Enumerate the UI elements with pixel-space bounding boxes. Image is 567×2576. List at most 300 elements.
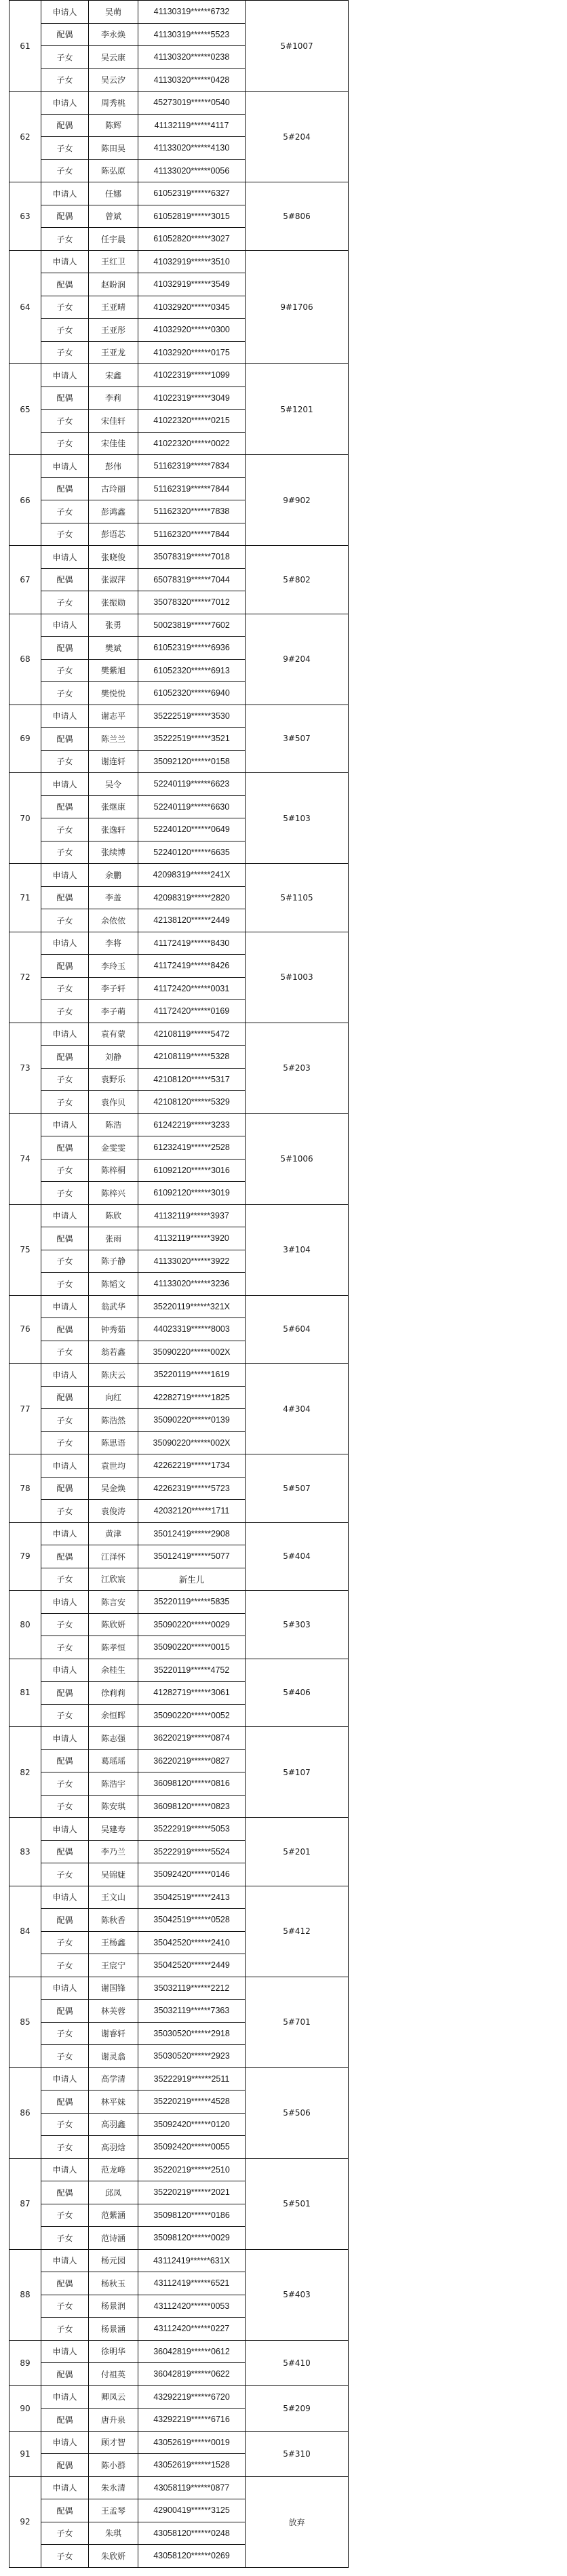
relation-cell: 子女 bbox=[41, 1409, 89, 1432]
name-cell: 宋鑫 bbox=[89, 364, 138, 387]
name-cell: 陈浩 bbox=[89, 1113, 138, 1136]
name-cell: 陈言安 bbox=[89, 1591, 138, 1614]
unit-cell: 5#403 bbox=[246, 2249, 349, 2340]
relation-cell: 子女 bbox=[41, 1068, 89, 1091]
id-number-cell: 41132119******4117 bbox=[138, 114, 246, 137]
name-cell: 顾才智 bbox=[89, 2431, 138, 2454]
relation-cell: 申请人 bbox=[41, 773, 89, 796]
name-cell: 陈梓兴 bbox=[89, 1182, 138, 1205]
id-number-cell: 41022320******0022 bbox=[138, 432, 246, 455]
table-row bbox=[9, 1204, 349, 1227]
table-row bbox=[9, 773, 349, 796]
name-cell: 陈欣 bbox=[89, 1204, 138, 1227]
name-cell: 陈秋香 bbox=[89, 1909, 138, 1932]
name-cell: 王红卫 bbox=[89, 250, 138, 273]
id-number-cell: 35098120******0029 bbox=[138, 2227, 246, 2250]
relation-cell: 子女 bbox=[41, 1431, 89, 1454]
name-cell: 张继康 bbox=[89, 795, 138, 818]
table-row bbox=[9, 1364, 349, 1387]
table-row bbox=[9, 455, 349, 478]
relation-cell: 申请人 bbox=[41, 2476, 89, 2499]
id-number-cell: 42138120******2449 bbox=[138, 909, 246, 932]
relation-cell: 配偶 bbox=[41, 2090, 89, 2114]
relation-cell: 子女 bbox=[41, 1613, 89, 1636]
name-cell: 李将 bbox=[89, 932, 138, 955]
name-cell: 李永焕 bbox=[89, 23, 138, 46]
name-cell: 江泽怀 bbox=[89, 1545, 138, 1568]
id-number-cell: 41032920******0175 bbox=[138, 341, 246, 364]
group-number-cell: 68 bbox=[9, 614, 41, 705]
id-number-cell: 36098120******0816 bbox=[138, 1772, 246, 1796]
id-number-cell: 61052820******3027 bbox=[138, 228, 246, 251]
table-row bbox=[9, 1295, 349, 1318]
group-number-cell: 90 bbox=[9, 2385, 41, 2431]
name-cell: 陈梓桐 bbox=[89, 1159, 138, 1182]
relation-cell: 配偶 bbox=[41, 1046, 89, 1069]
relation-cell: 子女 bbox=[41, 1182, 89, 1205]
id-number-cell: 41130320******0428 bbox=[138, 68, 246, 92]
unit-cell: 5#802 bbox=[246, 546, 349, 614]
name-cell: 张逸轩 bbox=[89, 818, 138, 841]
relation-cell: 配偶 bbox=[41, 1545, 89, 1568]
name-cell: 钟秀茹 bbox=[89, 1318, 138, 1341]
id-number-cell: 61052319******6936 bbox=[138, 637, 246, 660]
name-cell: 宋佳轩 bbox=[89, 410, 138, 433]
unit-cell: 5#103 bbox=[246, 773, 349, 864]
table-row bbox=[9, 1, 349, 24]
name-cell: 谢志平 bbox=[89, 705, 138, 728]
name-cell: 杨元园 bbox=[89, 2249, 138, 2272]
id-number-cell: 51162320******7844 bbox=[138, 523, 246, 546]
relation-cell: 子女 bbox=[41, 909, 89, 932]
unit-cell: 5#506 bbox=[246, 2067, 349, 2158]
relation-cell: 子女 bbox=[41, 591, 89, 614]
name-cell: 陈浩然 bbox=[89, 1409, 138, 1432]
unit-cell: 5#410 bbox=[246, 2340, 349, 2385]
id-number-cell: 41032919******3549 bbox=[138, 273, 246, 296]
relation-cell: 配偶 bbox=[41, 2499, 89, 2522]
table-row bbox=[9, 1454, 349, 1478]
table-row bbox=[9, 364, 349, 387]
group-number-cell: 82 bbox=[9, 1727, 41, 1818]
id-number-cell: 43112419******6521 bbox=[138, 2272, 246, 2295]
relation-cell: 配偶 bbox=[41, 2409, 89, 2432]
relation-cell: 配偶 bbox=[41, 23, 89, 46]
name-cell: 王杨鑫 bbox=[89, 1931, 138, 1954]
name-cell: 高学清 bbox=[89, 2067, 138, 2090]
group-number-cell: 85 bbox=[9, 1977, 41, 2067]
name-cell: 古玲丽 bbox=[89, 477, 138, 500]
name-cell: 余鹏 bbox=[89, 864, 138, 887]
name-cell: 高羽鑫 bbox=[89, 2113, 138, 2136]
relation-cell: 申请人 bbox=[41, 546, 89, 569]
relation-cell: 申请人 bbox=[41, 182, 89, 205]
id-number-cell: 35012419******5077 bbox=[138, 1545, 246, 1568]
id-number-cell: 43058120******0269 bbox=[138, 2545, 246, 2568]
name-cell: 陈孝恒 bbox=[89, 1636, 138, 1659]
unit-cell: 5#404 bbox=[246, 1522, 349, 1591]
id-number-cell: 61092120******3019 bbox=[138, 1182, 246, 1205]
relation-cell: 配偶 bbox=[41, 1840, 89, 1863]
id-number-cell: 35220119******1619 bbox=[138, 1364, 246, 1387]
name-cell: 彭鸿鑫 bbox=[89, 500, 138, 523]
unit-cell: 3#104 bbox=[246, 1204, 349, 1295]
relation-cell: 子女 bbox=[41, 1500, 89, 1523]
name-cell: 袁有蒙 bbox=[89, 1023, 138, 1046]
group-number-cell: 79 bbox=[9, 1522, 41, 1591]
name-cell: 樊紫旭 bbox=[89, 659, 138, 682]
unit-cell: 放弃 bbox=[246, 2476, 349, 2567]
id-number-cell: 35042520******2449 bbox=[138, 1954, 246, 1977]
name-cell: 吴金焕 bbox=[89, 1477, 138, 1500]
group-number-cell: 81 bbox=[9, 1659, 41, 1727]
id-number-cell: 42262319******5723 bbox=[138, 1477, 246, 1500]
relation-cell: 申请人 bbox=[41, 364, 89, 387]
relation-cell: 子女 bbox=[41, 1250, 89, 1273]
group-number-cell: 76 bbox=[9, 1295, 41, 1364]
name-cell: 陈浩宇 bbox=[89, 1772, 138, 1796]
id-number-cell: 36220219******0874 bbox=[138, 1727, 246, 1750]
relation-cell: 配偶 bbox=[41, 2363, 89, 2386]
group-number-cell: 75 bbox=[9, 1204, 41, 1295]
relation-cell: 子女 bbox=[41, 1000, 89, 1023]
id-number-cell: 44023319******8003 bbox=[138, 1318, 246, 1341]
unit-cell: 5#203 bbox=[246, 1023, 349, 1113]
relation-cell: 子女 bbox=[41, 46, 89, 69]
group-number-cell: 70 bbox=[9, 773, 41, 864]
id-number-cell: 41133020******0056 bbox=[138, 159, 246, 182]
name-cell: 刘静 bbox=[89, 1046, 138, 1069]
relation-cell: 申请人 bbox=[41, 455, 89, 478]
name-cell: 范紫涵 bbox=[89, 2204, 138, 2227]
group-number-cell: 88 bbox=[9, 2249, 41, 2340]
relation-cell: 申请人 bbox=[41, 1522, 89, 1545]
group-number-cell: 86 bbox=[9, 2067, 41, 2158]
relation-cell: 配偶 bbox=[41, 1909, 89, 1932]
name-cell: 曾斌 bbox=[89, 205, 138, 228]
unit-cell: 5#303 bbox=[246, 1591, 349, 1659]
id-number-cell: 36098120******0823 bbox=[138, 1795, 246, 1818]
name-cell: 赵盼润 bbox=[89, 273, 138, 296]
relation-cell: 子女 bbox=[41, 2136, 89, 2159]
relation-cell: 子女 bbox=[41, 1795, 89, 1818]
id-number-cell: 35078319******7018 bbox=[138, 546, 246, 569]
relation-cell: 申请人 bbox=[41, 705, 89, 728]
name-cell: 陈安琪 bbox=[89, 1795, 138, 1818]
id-number-cell: 41133020******3236 bbox=[138, 1273, 246, 1296]
name-cell: 袁世均 bbox=[89, 1454, 138, 1478]
name-cell: 任娜 bbox=[89, 182, 138, 205]
id-number-cell: 61092120******3016 bbox=[138, 1159, 246, 1182]
relation-cell: 配偶 bbox=[41, 568, 89, 591]
id-number-cell: 41133020******3922 bbox=[138, 1250, 246, 1273]
name-cell: 任宇晨 bbox=[89, 228, 138, 251]
id-number-cell: 43058119******0877 bbox=[138, 2476, 246, 2499]
id-number-cell: 35220119******5835 bbox=[138, 1591, 246, 1614]
relation-cell: 子女 bbox=[41, 1704, 89, 1727]
unit-cell: 5#1006 bbox=[246, 1113, 349, 1204]
id-number-cell: 35090220******0139 bbox=[138, 1409, 246, 1432]
relation-cell: 子女 bbox=[41, 977, 89, 1000]
relation-cell: 子女 bbox=[41, 1863, 89, 1886]
group-number-cell: 69 bbox=[9, 705, 41, 773]
id-number-cell: 35092120******0158 bbox=[138, 750, 246, 773]
id-number-cell: 43112420******0053 bbox=[138, 2295, 246, 2318]
id-number-cell: 52240120******6635 bbox=[138, 841, 246, 864]
id-number-cell: 36042819******0622 bbox=[138, 2363, 246, 2386]
relation-cell: 配偶 bbox=[41, 886, 89, 909]
name-cell: 谢连轩 bbox=[89, 750, 138, 773]
name-cell: 袁俊涛 bbox=[89, 1500, 138, 1523]
id-number-cell: 52240119******6630 bbox=[138, 795, 246, 818]
id-number-cell: 43112420******0227 bbox=[138, 2318, 246, 2341]
relation-cell: 申请人 bbox=[41, 1977, 89, 2000]
id-number-cell: 35090220******0015 bbox=[138, 1636, 246, 1659]
id-number-cell: 35042519******0528 bbox=[138, 1909, 246, 1932]
relation-cell: 配偶 bbox=[41, 1318, 89, 1341]
group-number-cell: 83 bbox=[9, 1818, 41, 1886]
name-cell: 吴令 bbox=[89, 773, 138, 796]
id-number-cell: 42108119******5328 bbox=[138, 1046, 246, 1069]
id-number-cell: 35092420******0120 bbox=[138, 2113, 246, 2136]
name-cell: 王亚彤 bbox=[89, 319, 138, 342]
relation-cell: 子女 bbox=[41, 2295, 89, 2318]
name-cell: 杨景润 bbox=[89, 2295, 138, 2318]
relation-cell: 子女 bbox=[41, 750, 89, 773]
relation-cell: 申请人 bbox=[41, 614, 89, 637]
name-cell: 张勇 bbox=[89, 614, 138, 637]
name-cell: 吴云汐 bbox=[89, 68, 138, 92]
id-number-cell: 35012419******2908 bbox=[138, 1522, 246, 1545]
unit-cell: 5#501 bbox=[246, 2158, 349, 2249]
name-cell: 陈庆云 bbox=[89, 1364, 138, 1387]
relation-cell: 配偶 bbox=[41, 1682, 89, 1705]
table-row bbox=[9, 2476, 349, 2499]
relation-cell: 子女 bbox=[41, 1091, 89, 1114]
name-cell: 袁作贝 bbox=[89, 1091, 138, 1114]
id-number-cell: 41022320******0215 bbox=[138, 410, 246, 433]
table-row bbox=[9, 2431, 349, 2454]
table-row bbox=[9, 932, 349, 955]
id-number-cell: 35042520******2410 bbox=[138, 1931, 246, 1954]
name-cell: 李子萌 bbox=[89, 1000, 138, 1023]
id-number-cell: 35030520******2918 bbox=[138, 2022, 246, 2045]
id-number-cell: 35092420******0055 bbox=[138, 2136, 246, 2159]
name-cell: 陈弘原 bbox=[89, 159, 138, 182]
name-cell: 徐莉莉 bbox=[89, 1682, 138, 1705]
id-number-cell: 35090220******002X bbox=[138, 1341, 246, 1364]
name-cell: 高羽焓 bbox=[89, 2136, 138, 2159]
relation-cell: 配偶 bbox=[41, 637, 89, 660]
relation-cell: 配偶 bbox=[41, 387, 89, 410]
id-number-cell: 41282719******3061 bbox=[138, 1682, 246, 1705]
relation-cell: 申请人 bbox=[41, 2340, 89, 2363]
relation-cell: 申请人 bbox=[41, 1, 89, 24]
name-cell: 葛瑶瑶 bbox=[89, 1749, 138, 1772]
group-number-cell: 67 bbox=[9, 546, 41, 614]
unit-cell: 9#902 bbox=[246, 455, 349, 546]
relation-cell: 申请人 bbox=[41, 1886, 89, 1909]
name-cell: 陈子静 bbox=[89, 1250, 138, 1273]
name-cell: 范诗涵 bbox=[89, 2227, 138, 2250]
relation-cell: 申请人 bbox=[41, 864, 89, 887]
unit-cell: 4#304 bbox=[246, 1364, 349, 1454]
name-cell: 付祖英 bbox=[89, 2363, 138, 2386]
name-cell: 金雯雯 bbox=[89, 1136, 138, 1160]
name-cell: 朱琪 bbox=[89, 2522, 138, 2545]
relation-cell: 子女 bbox=[41, 1931, 89, 1954]
unit-cell: 5#604 bbox=[246, 1295, 349, 1364]
allocation-table-wrapper bbox=[9, 0, 348, 2568]
table-body bbox=[9, 1, 349, 2568]
id-number-cell: 65078319******7044 bbox=[138, 568, 246, 591]
relation-cell: 申请人 bbox=[41, 1364, 89, 1387]
id-number-cell: 新生儿 bbox=[138, 1568, 246, 1591]
id-number-cell: 42098319******241X bbox=[138, 864, 246, 887]
unit-cell: 9#204 bbox=[246, 614, 349, 705]
unit-cell: 5#406 bbox=[246, 1659, 349, 1727]
relation-cell: 配偶 bbox=[41, 1386, 89, 1409]
name-cell: 江欣宸 bbox=[89, 1568, 138, 1591]
group-number-cell: 77 bbox=[9, 1364, 41, 1454]
table-row bbox=[9, 92, 349, 115]
housing-allocation-table bbox=[9, 0, 349, 2568]
group-number-cell: 62 bbox=[9, 92, 41, 182]
id-number-cell: 51162319******7844 bbox=[138, 477, 246, 500]
id-number-cell: 42108119******5472 bbox=[138, 1023, 246, 1046]
group-number-cell: 73 bbox=[9, 1023, 41, 1113]
table-row bbox=[9, 864, 349, 887]
id-number-cell: 42900419******3125 bbox=[138, 2499, 246, 2522]
id-number-cell: 35222919******5524 bbox=[138, 1840, 246, 1863]
name-cell: 吴建寿 bbox=[89, 1818, 138, 1841]
name-cell: 樊斌 bbox=[89, 637, 138, 660]
unit-cell: 5#1105 bbox=[246, 864, 349, 932]
id-number-cell: 35090220******002X bbox=[138, 1431, 246, 1454]
relation-cell: 子女 bbox=[41, 1568, 89, 1591]
relation-cell: 子女 bbox=[41, 500, 89, 523]
name-cell: 吴云康 bbox=[89, 46, 138, 69]
relation-cell: 子女 bbox=[41, 1159, 89, 1182]
relation-cell: 子女 bbox=[41, 2318, 89, 2341]
id-number-cell: 42262219******1734 bbox=[138, 1454, 246, 1478]
table-row bbox=[9, 1818, 349, 1841]
name-cell: 范龙峰 bbox=[89, 2158, 138, 2181]
relation-cell: 子女 bbox=[41, 1341, 89, 1364]
group-number-cell: 66 bbox=[9, 455, 41, 546]
unit-cell: 3#507 bbox=[246, 705, 349, 773]
id-number-cell: 42098319******2820 bbox=[138, 886, 246, 909]
relation-cell: 子女 bbox=[41, 137, 89, 160]
relation-cell: 配偶 bbox=[41, 2454, 89, 2477]
table-row bbox=[9, 1659, 349, 1682]
id-number-cell: 35042519******2413 bbox=[138, 1886, 246, 1909]
unit-cell: 5#310 bbox=[246, 2431, 349, 2476]
name-cell: 余依依 bbox=[89, 909, 138, 932]
relation-cell: 子女 bbox=[41, 410, 89, 433]
relation-cell: 配偶 bbox=[41, 273, 89, 296]
id-number-cell: 41172420******0031 bbox=[138, 977, 246, 1000]
relation-cell: 子女 bbox=[41, 523, 89, 546]
name-cell: 王孟琴 bbox=[89, 2499, 138, 2522]
name-cell: 邱凤 bbox=[89, 2181, 138, 2204]
unit-cell: 5#1003 bbox=[246, 932, 349, 1023]
id-number-cell: 35078320******7012 bbox=[138, 591, 246, 614]
id-number-cell: 43112419******631X bbox=[138, 2249, 246, 2272]
id-number-cell: 41032920******0300 bbox=[138, 319, 246, 342]
relation-cell: 子女 bbox=[41, 1273, 89, 1296]
relation-cell: 配偶 bbox=[41, 114, 89, 137]
name-cell: 陈欣妍 bbox=[89, 1613, 138, 1636]
name-cell: 朱欣妍 bbox=[89, 2545, 138, 2568]
name-cell: 王亚晴 bbox=[89, 296, 138, 319]
name-cell: 张续博 bbox=[89, 841, 138, 864]
name-cell: 王亚龙 bbox=[89, 341, 138, 364]
relation-cell: 配偶 bbox=[41, 1749, 89, 1772]
relation-cell: 子女 bbox=[41, 682, 89, 705]
relation-cell: 子女 bbox=[41, 296, 89, 319]
group-number-cell: 91 bbox=[9, 2431, 41, 2476]
id-number-cell: 42032120******1711 bbox=[138, 1500, 246, 1523]
relation-cell: 申请人 bbox=[41, 1818, 89, 1841]
relation-cell: 申请人 bbox=[41, 1591, 89, 1614]
name-cell: 谢睿轩 bbox=[89, 2022, 138, 2045]
id-number-cell: 61232419******2528 bbox=[138, 1136, 246, 1160]
id-number-cell: 35032119******7363 bbox=[138, 2000, 246, 2023]
id-number-cell: 41130320******0238 bbox=[138, 46, 246, 69]
id-number-cell: 52240119******6623 bbox=[138, 773, 246, 796]
group-number-cell: 74 bbox=[9, 1113, 41, 1204]
relation-cell: 子女 bbox=[41, 68, 89, 92]
table-row bbox=[9, 705, 349, 728]
table-row bbox=[9, 2340, 349, 2363]
group-number-cell: 84 bbox=[9, 1886, 41, 1977]
relation-cell: 申请人 bbox=[41, 1113, 89, 1136]
relation-cell: 申请人 bbox=[41, 2385, 89, 2409]
relation-cell: 申请人 bbox=[41, 1659, 89, 1682]
name-cell: 陈小群 bbox=[89, 2454, 138, 2477]
relation-cell: 子女 bbox=[41, 2022, 89, 2045]
unit-cell: 5#701 bbox=[246, 1977, 349, 2067]
id-number-cell: 41130319******5523 bbox=[138, 23, 246, 46]
name-cell: 张振勋 bbox=[89, 591, 138, 614]
name-cell: 陈兰兰 bbox=[89, 728, 138, 751]
relation-cell: 配偶 bbox=[41, 205, 89, 228]
relation-cell: 申请人 bbox=[41, 1727, 89, 1750]
name-cell: 陈韬文 bbox=[89, 1273, 138, 1296]
name-cell: 向红 bbox=[89, 1386, 138, 1409]
relation-cell: 配偶 bbox=[41, 955, 89, 978]
group-number-cell: 63 bbox=[9, 182, 41, 251]
table-row bbox=[9, 1727, 349, 1750]
group-number-cell: 78 bbox=[9, 1454, 41, 1523]
id-number-cell: 35090220******0029 bbox=[138, 1613, 246, 1636]
name-cell: 张晓俊 bbox=[89, 546, 138, 569]
relation-cell: 申请人 bbox=[41, 2249, 89, 2272]
name-cell: 翁若鑫 bbox=[89, 1341, 138, 1364]
group-number-cell: 92 bbox=[9, 2476, 41, 2567]
id-number-cell: 52240120******0649 bbox=[138, 818, 246, 841]
unit-cell: 5#107 bbox=[246, 1727, 349, 1818]
name-cell: 张淑萍 bbox=[89, 568, 138, 591]
id-number-cell: 41130319******6732 bbox=[138, 1, 246, 24]
relation-cell: 申请人 bbox=[41, 932, 89, 955]
id-number-cell: 35092420******0146 bbox=[138, 1863, 246, 1886]
name-cell: 翁武华 bbox=[89, 1295, 138, 1318]
relation-cell: 申请人 bbox=[41, 1454, 89, 1478]
group-number-cell: 71 bbox=[9, 864, 41, 932]
id-number-cell: 61242219******3233 bbox=[138, 1113, 246, 1136]
